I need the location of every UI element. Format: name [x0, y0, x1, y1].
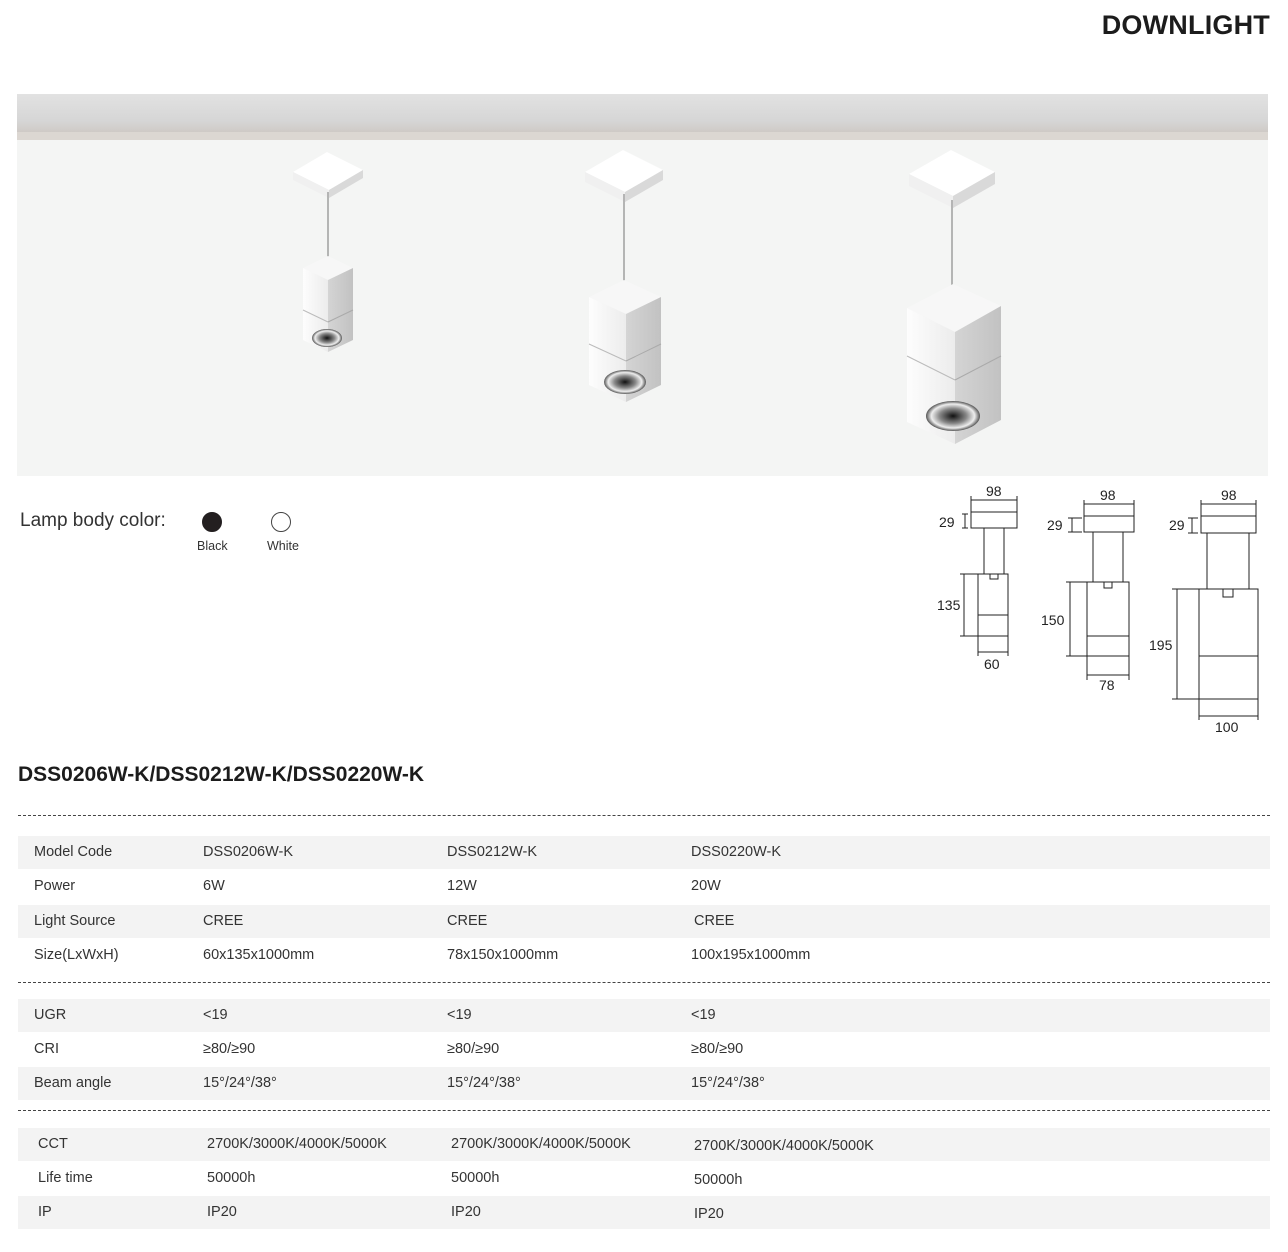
spec-value: <19 [203, 1007, 228, 1023]
spec-value: 2700K/3000K/4000K/5000K [694, 1138, 874, 1154]
dim-large-top-width: 98 [1221, 487, 1237, 503]
spec-label: Power [34, 878, 76, 894]
spec-label: CCT [38, 1136, 68, 1152]
spec-value: 15°/24°/38° [203, 1075, 277, 1091]
dimension-drawing-small [960, 496, 1017, 656]
pendant-small [293, 152, 363, 352]
spec-row-cri [18, 1033, 1270, 1066]
pendant-lights-illustration [17, 94, 1268, 476]
page-title: DOWNLIGHT [1101, 10, 1270, 40]
dim-large-body-width: 100 [1215, 719, 1239, 735]
spec-value: 12W [447, 878, 477, 894]
spec-value: IP20 [207, 1204, 237, 1220]
spec-value: 15°/24°/38° [447, 1075, 521, 1091]
color-swatch-white [271, 512, 291, 532]
spec-value: 20W [691, 878, 721, 894]
spec-row-light-source [18, 905, 1270, 938]
dim-small-body-height: 135 [937, 597, 961, 613]
spec-value: ≥80/≥90 [203, 1041, 256, 1057]
spec-value: <19 [447, 1007, 472, 1023]
spec-label: Model Code [34, 844, 113, 860]
spec-value: 2700K/3000K/4000K/5000K [207, 1136, 387, 1152]
spec-value: ≥80/≥90 [691, 1041, 744, 1057]
spec-value: CREE [203, 913, 244, 929]
spec-row-cct [18, 1128, 1270, 1161]
spec-row-power [18, 870, 1270, 903]
product-title: DSS0206W-K/DSS0212W-K/DSS0220W-K [18, 763, 425, 786]
dim-small-canopy-height: 29 [939, 514, 955, 530]
spec-value: DSS0206W-K [203, 844, 293, 860]
dim-medium-body-width: 78 [1099, 677, 1115, 693]
dim-large-body-height: 195 [1149, 637, 1173, 653]
spec-label: Life time [38, 1170, 93, 1186]
dim-large-canopy-height: 29 [1169, 517, 1185, 533]
spec-row-ugr [18, 999, 1270, 1032]
spec-value: CREE [447, 913, 488, 929]
spec-label: UGR [34, 1007, 67, 1023]
spec-label: Beam angle [34, 1075, 112, 1091]
spec-value: CREE [694, 913, 735, 929]
spec-row-life-time [18, 1162, 1270, 1195]
spec-value: 60x135x1000mm [203, 947, 315, 963]
pendant-large [907, 150, 1001, 444]
spec-value: 15°/24°/38° [691, 1075, 765, 1091]
separator [18, 982, 1270, 983]
spec-value: <19 [691, 1007, 716, 1023]
dimension-drawing-large [1172, 500, 1258, 720]
color-swatch-black [202, 512, 222, 532]
separator [18, 815, 1270, 816]
spec-value: 6W [203, 878, 225, 894]
pendant-medium [585, 150, 663, 402]
spec-value: DSS0212W-K [447, 844, 537, 860]
spec-label: Light Source [34, 913, 116, 929]
product-photo-banner [17, 94, 1268, 476]
dim-medium-top-width: 98 [1100, 487, 1116, 503]
spec-value: 50000h [207, 1170, 256, 1186]
spec-value: IP20 [451, 1204, 481, 1220]
spec-label: CRI [34, 1041, 59, 1057]
dim-medium-body-height: 150 [1041, 612, 1065, 628]
dim-small-body-width: 60 [984, 656, 1000, 672]
spec-row-size [18, 939, 1270, 972]
dim-medium-canopy-height: 29 [1047, 517, 1063, 533]
spec-row-model-code [18, 836, 1270, 869]
color-caption-white: White [267, 539, 299, 553]
spec-value: DSS0220W-K [691, 844, 781, 860]
dim-small-top-width: 98 [986, 483, 1002, 499]
spec-value: 78x150x1000mm [447, 947, 559, 963]
spec-value: 50000h [694, 1172, 743, 1188]
spec-row-beam-angle [18, 1067, 1270, 1100]
spec-value: ≥80/≥90 [447, 1041, 500, 1057]
spec-row-ip [18, 1196, 1270, 1229]
lamp-color-label: Lamp body color: [20, 510, 166, 531]
spec-label: IP [38, 1204, 52, 1220]
spec-label: Size(LxWxH) [34, 947, 119, 963]
spec-value: 2700K/3000K/4000K/5000K [451, 1136, 631, 1152]
separator [18, 1110, 1270, 1111]
dimension-drawing-medium [1066, 500, 1134, 680]
spec-value: IP20 [694, 1206, 724, 1222]
spec-value: 50000h [451, 1170, 500, 1186]
spec-value: 100x195x1000mm [691, 947, 811, 963]
color-caption-black: Black [197, 539, 228, 553]
